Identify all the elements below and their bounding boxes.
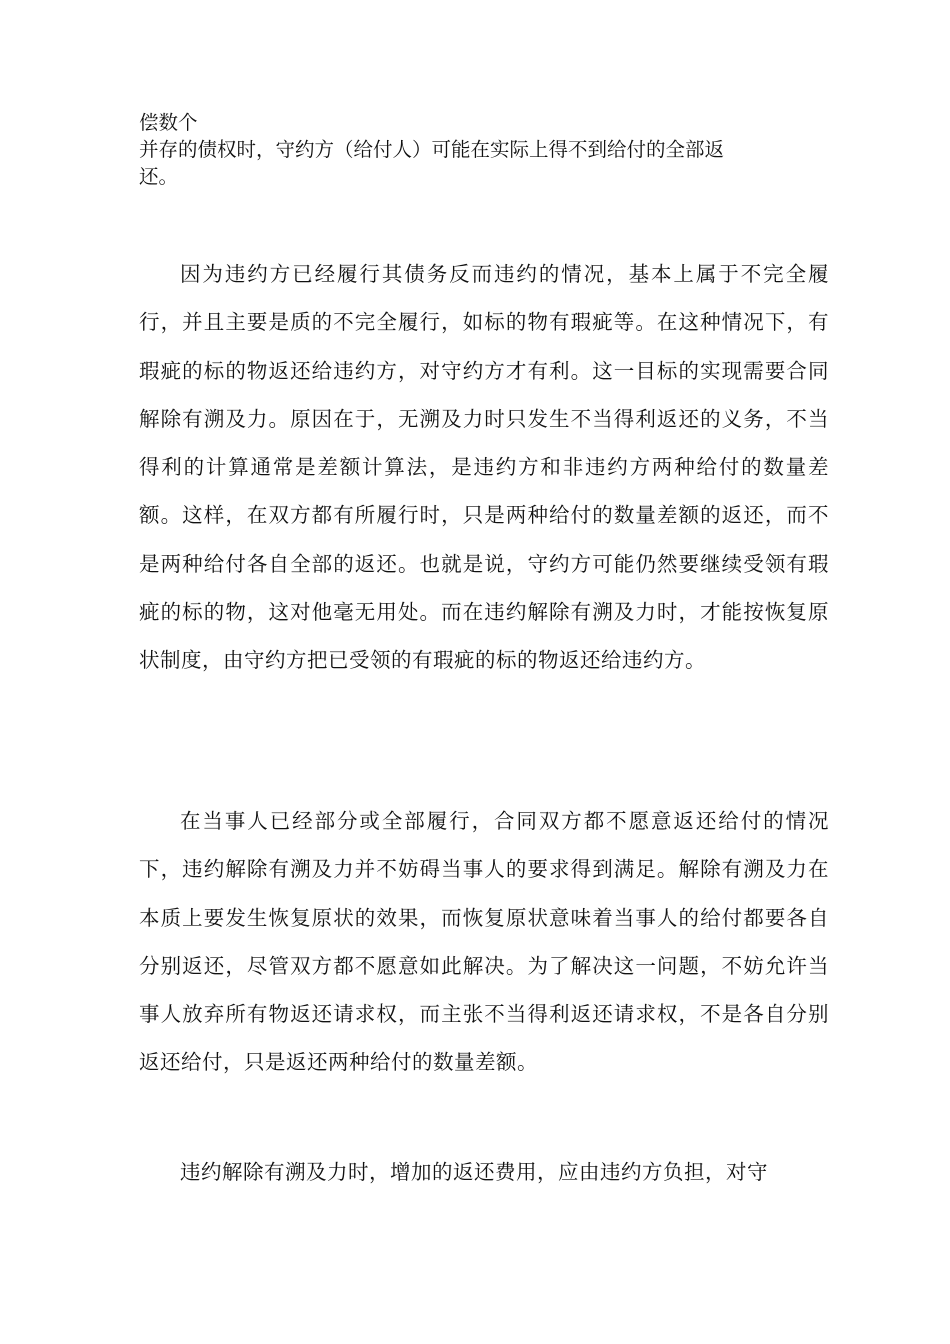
fragment-line: 偿数个 <box>139 111 198 134</box>
paragraph-breach-defective-performance: 因为违约方已经履行其债务反而违约的情况，基本上属于不完全履行，并且主要是质的不完全履行，如标的物有瑕疵等。在这种情况下，有瑕疵的标的物返还给违约方，对守约方才有利。这一目标的实现需要合同解除有溯及力。原因在于，无溯及力时只发生不当得利返还的义务，不当得利的计算通常是差额计算法，是违约方和非违约方两种给付的数量差额。这样，在双方都有所履行时，只是两种给付的数量差额的返还，而不是两种给付各自全部的返还。也就是说，守约方可能仍然要继续受领有瑕疵的标的物，这对他毫无用处。而在违约解除有溯及力时，才能按恢复原状制度，由守约方把已受领的有瑕疵的标的物返还给违约方。 <box>139 262 829 673</box>
paragraph-return-costs: 违约解除有溯及力时，增加的返还费用，应由违约方负担，对守 <box>180 1160 768 1184</box>
fragment-line: 并存的债权时，守约方（给付人）可能在实际上得不到给付的全部返 <box>139 138 725 161</box>
paragraph-parties-unwilling-return: 在当事人已经部分或全部履行，合同双方都不愿意返还给付的情况下，违约解除有溯及力并不妨碍当事人的要求得到满足。解除有溯及力在本质上要发生恢复原状的效果，而恢复原状意味着当事人的给付都要各自分别返还，尽管双方都不愿意如此解决。为了解决这一问题，不妨允许当事人放弃所有物返还请求权，而主张不当得利返还请求权，不是各自分别返还给付，只是返还两种给付的数量差额。 <box>139 809 829 1075</box>
continued-fragment <box>139 109 839 190</box>
fragment-line: 还。 <box>139 165 179 188</box>
